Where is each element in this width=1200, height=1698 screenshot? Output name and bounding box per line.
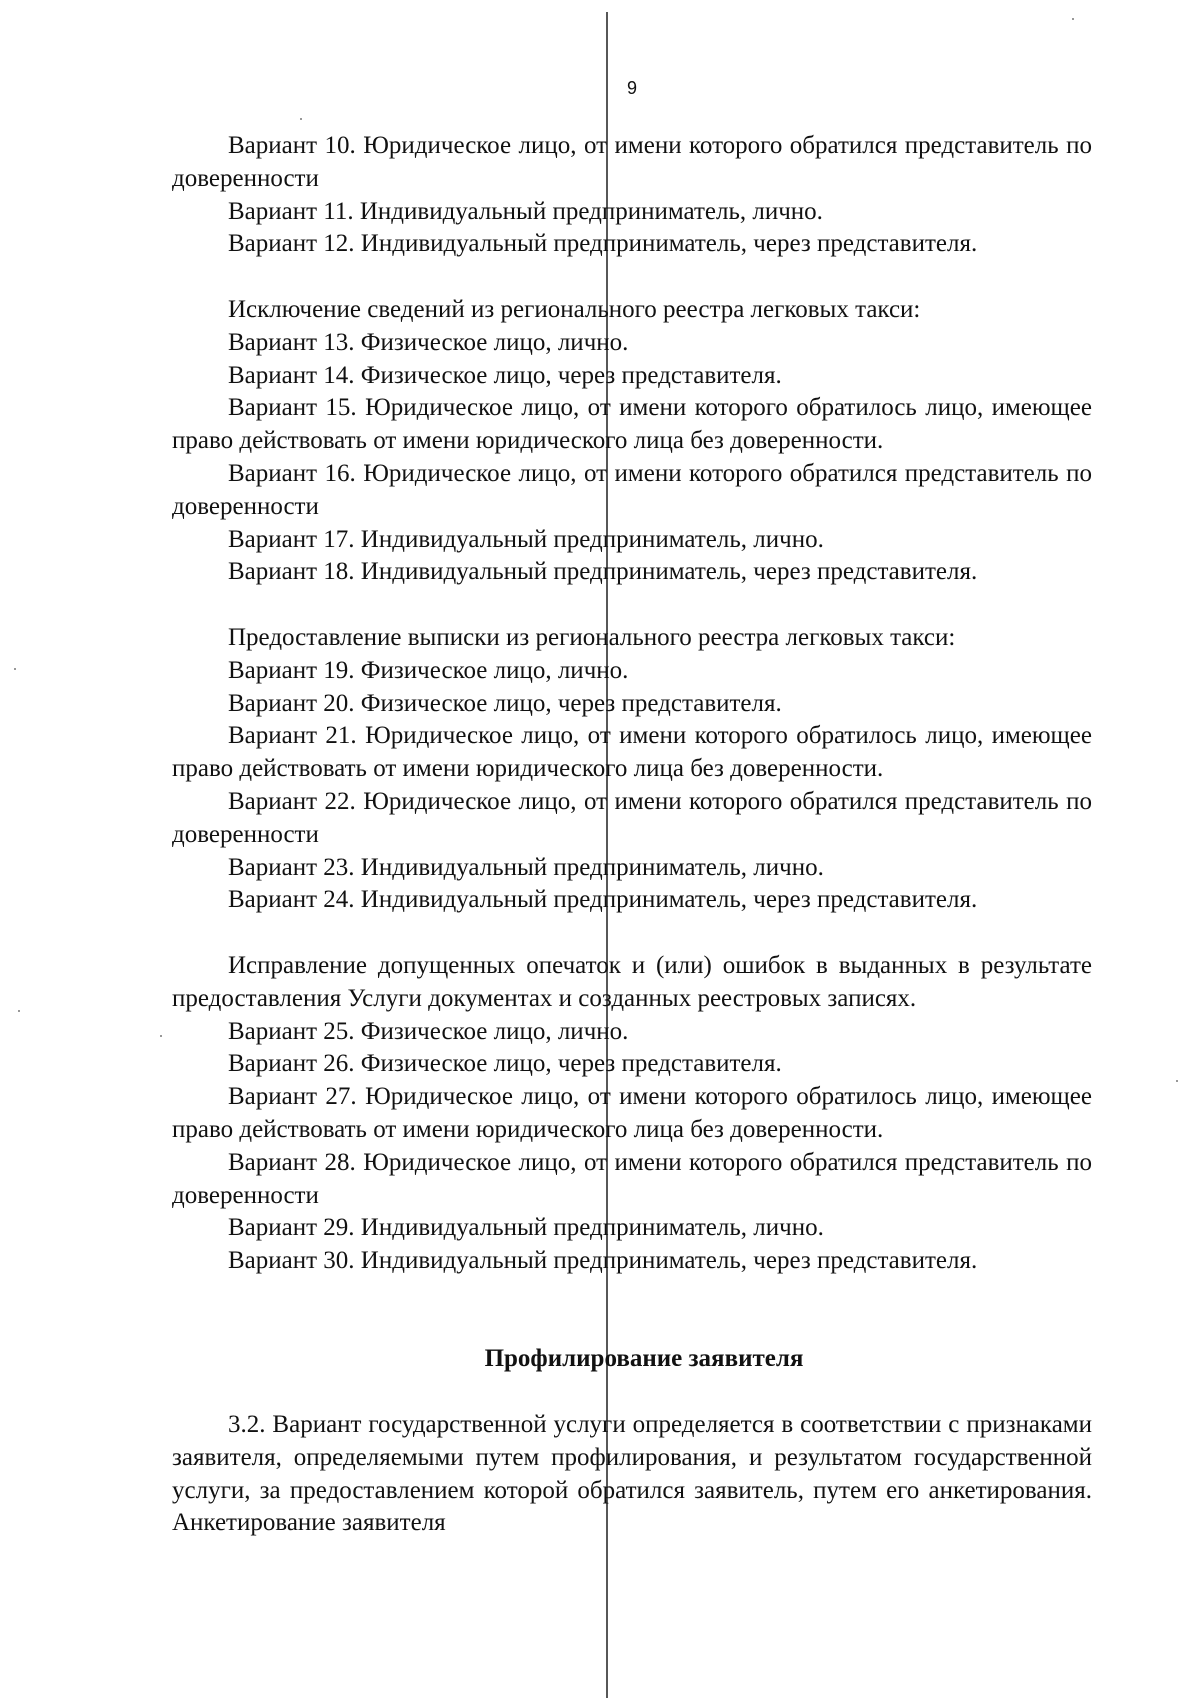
scan-speck [1176,1080,1178,1082]
variant-26: Вариант 26. Физическое лицо, через представителя. [228,1050,782,1078]
scan-speck [300,118,302,120]
section-exclusion-title: Исключение сведений из регионального реестра легковых такси: [228,295,921,323]
variant-14: Вариант 14. Физическое лицо, через представителя. [228,361,782,389]
variant-24: Вариант 24. Индивидуальный предприниматель, через представителя. [228,886,978,914]
variant-12: Вариант 12. Индивидуальный предприниматель, через представителя. [228,230,978,258]
section-extract-title: Предоставление выписки из регионального реестра легковых такси: [228,623,956,651]
variant-10: Вариант 10. Юридическое лицо, от имени которого обратился представитель по доверенности [172,132,1092,192]
paragraph-3-2: 3.2. Вариант государственной услуги определяется в соответствии с признаками заявителя, определяемыми путем профилирования, и результатом государственной услуги, за предоставлением которой обратился заявитель, путем его анкетирования. Анкетирование заявителя [172,1411,1092,1537]
variant-30: Вариант 30. Индивидуальный предприниматель, через представителя. [228,1247,978,1275]
variant-25: Вариант 25. Физическое лицо, лично. [228,1017,629,1045]
scan-speck [1072,18,1074,20]
variant-17: Вариант 17. Индивидуальный предприниматель, лично. [228,525,824,553]
variant-16: Вариант 16. Юридическое лицо, от имени которого обратился представитель по доверенности [172,459,1092,520]
variant-19: Вариант 19. Физическое лицо, лично. [228,656,629,684]
variant-22: Вариант 22. Юридическое лицо, от имени которого обратился представитель по доверенности [172,787,1092,848]
variant-28: Вариант 28. Юридическое лицо, от имени которого обратился представитель по доверенности [172,1148,1092,1209]
variant-27: Вариант 27. Юридическое лицо, от имени которого обратилось лицо, имеющее право действовать от имени юридического лица без доверенности. [172,1083,1092,1143]
variant-21: Вариант 21. Юридическое лицо, от имени которого обратилось лицо, имеющее право действовать от имени юридического лица без доверенности. [172,722,1092,783]
variant-23: Вариант 23. Индивидуальный предприниматель, лично. [228,853,824,881]
variant-20: Вариант 20. Физическое лицо, через представителя. [228,689,782,717]
variant-13: Вариант 13. Физическое лицо, лично. [228,328,629,356]
document-body [172,130,1092,1540]
section-heading: Профилирование заявителя [484,1345,804,1373]
scan-speck [18,1010,20,1012]
section-corrections-title: Исправление допущенных опечаток и (или) ошибок в выданных в результате предоставления Услуги документах и созданных реестровых записях. [172,951,1092,1012]
variant-11: Вариант 11. Индивидуальный предприниматель, лично. [228,197,823,225]
page-number: 9 [627,78,638,98]
variant-29: Вариант 29. Индивидуальный предприниматель, лично. [228,1214,824,1242]
scan-speck [160,1035,162,1037]
scan-speck [14,668,16,670]
variant-15: Вариант 15. Юридическое лицо, от имени которого обратилось лицо, имеющее право действовать от имени юридического лица без доверенности. [172,394,1092,455]
variant-18: Вариант 18. Индивидуальный предприниматель, через представителя. [228,558,978,586]
